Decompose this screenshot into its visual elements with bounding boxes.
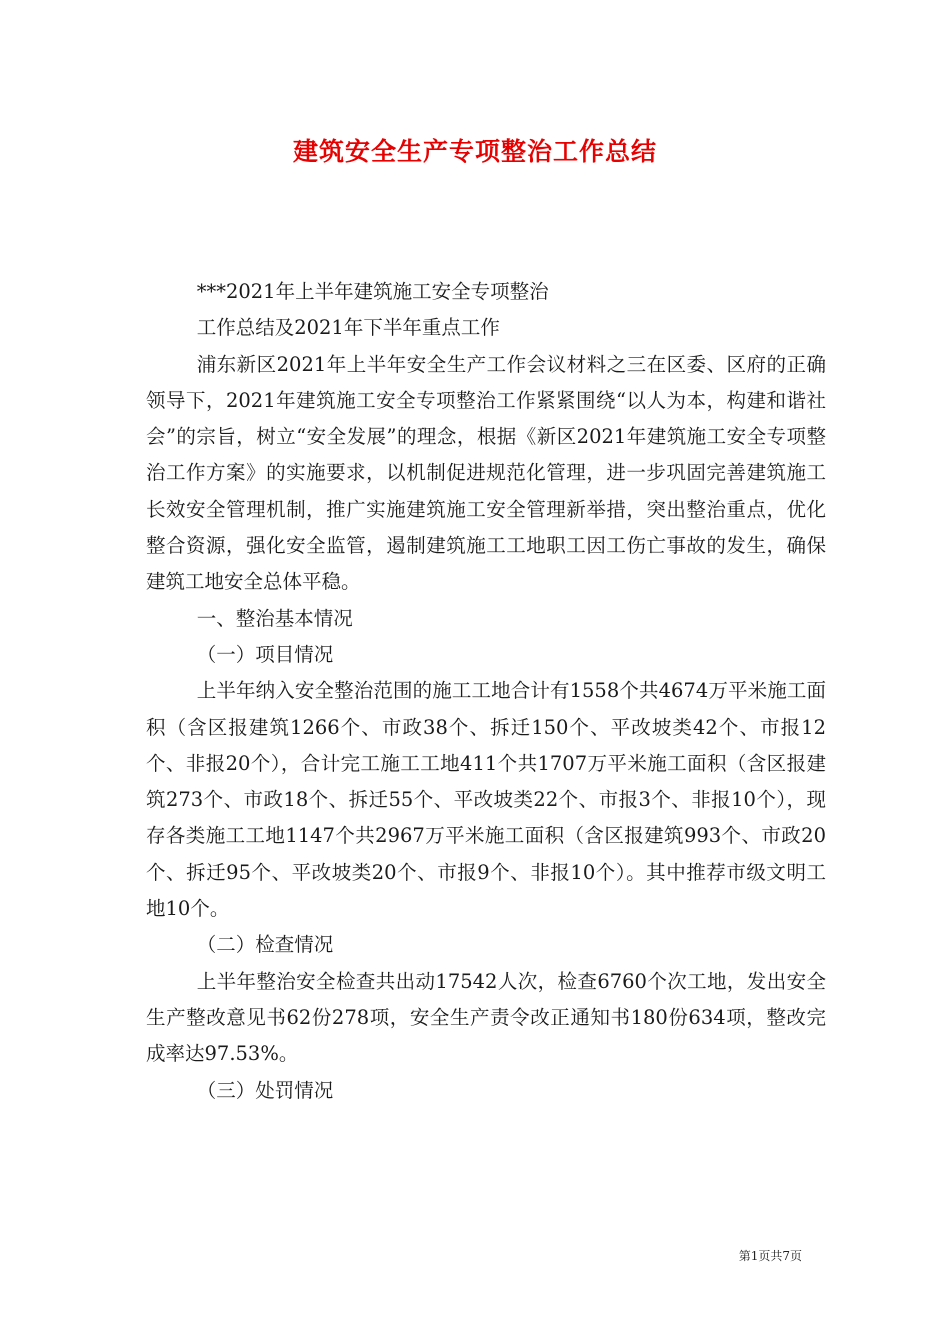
- subtitle-line-1: ***2021年上半年建筑施工安全专项整治: [196, 280, 549, 303]
- subsection-2-heading: （二）检查情况: [196, 933, 334, 957]
- document-body: [146, 274, 826, 1109]
- subsection-2-paragraph: 上半年整治安全检查共出动17542人次，检查6760个次工地，发出安全生产整改意见书62份278项，安全生产责令改正通知书180份634项，整改完成率达97.53%。: [146, 969, 826, 1066]
- page-indicator: 第1页共7页: [738, 1249, 802, 1263]
- subsection-1-heading: （一）项目情况: [196, 642, 334, 666]
- document-title: 建筑安全生产专项整治工作总结: [292, 137, 657, 166]
- section-1-heading: 一、整治基本情况: [196, 606, 353, 630]
- subtitle-line-2: 工作总结及2021年下半年重点工作: [196, 316, 500, 340]
- subsection-1-paragraph: 上半年纳入安全整治范围的施工工地合计有1558个共4674万平米施工面积（含区报建筑1266个、市政38个、拆迁150个、平改坡类42个、市报12个、非报20个），合计完工施工工地411个共1707万平米施工面积（含区报建筑273个、市政18个、拆迁55个、平改坡类22个、市报3个、非报10个），现存各类施工工地1147个共2967万平米施工面积（含区报建筑993个、市政20个、拆迁95个、平改坡类20个、市报9个、非报10个）。其中推荐市级文明工地10个。: [146, 679, 826, 921]
- subsection-3-heading: （三）处罚情况: [196, 1078, 334, 1102]
- intro-paragraph: 浦东新区2021年上半年安全生产工作会议材料之三在区委、区府的正确领导下，2021年建筑施工安全专项整治工作紧紧围绕“以人为本，构建和谐社会”的宗旨，树立“安全发展”的理念，根据《新区2021年建筑施工安全专项整治工作方案》的实施要求，以机制促进规范化管理，进一步巩固完善建筑施工长效安全管理机制，推广实施建筑施工安全管理新举措，突出整治重点，优化整合资源，强化安全监管，遏制建筑施工工地职工因工伤亡事故的发生，确保建筑工地安全总体平稳。: [146, 352, 826, 594]
